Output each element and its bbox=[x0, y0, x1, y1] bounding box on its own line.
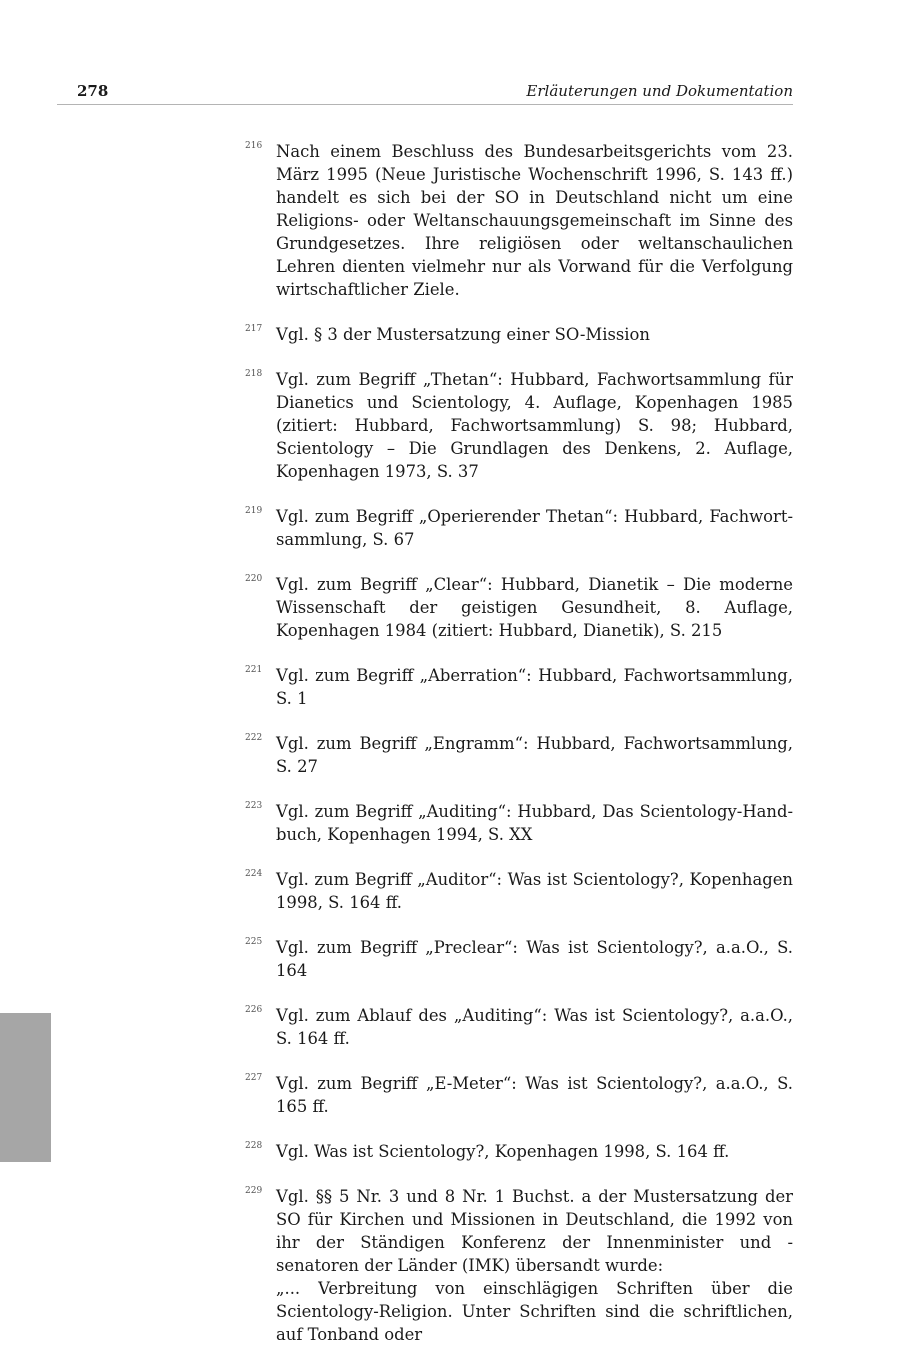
footnote-number: 216 bbox=[245, 141, 263, 151]
chapter-thumb-tab bbox=[0, 1013, 51, 1162]
footnote-number: 217 bbox=[245, 324, 263, 334]
footnote-217 bbox=[244, 323, 793, 346]
footnote-number: 226 bbox=[245, 1005, 263, 1015]
footnote-number: 224 bbox=[245, 869, 263, 879]
footnote-221 bbox=[244, 664, 793, 710]
footnote-218 bbox=[244, 368, 793, 483]
footnote-227 bbox=[244, 1072, 793, 1118]
footnote-number: 219 bbox=[245, 506, 263, 516]
footnote-text: Vgl. zum Begriff „Preclear“: Was ist Scientology?, a.a.O., S. 164 bbox=[276, 938, 793, 980]
footnote-text: Nach einem Beschluss des Bundesarbeitsgerichts vom 23. März 1995 (Neue Juristische Wochenschrift 1996, S. 143 ff.) handelt es sich bei der SO in Deutschland nicht um eine Religions- oder Weltanschauungsgemeinschaft im Sinne des Grundgesetzes. Ihre religiösen oder weltanschaulichen Lehren dienten vielmehr nur als Vorwand für die Verfolgung wirtschaftlicher Ziele. bbox=[276, 142, 793, 299]
footnote-number: 225 bbox=[245, 937, 263, 947]
footnote-222 bbox=[244, 732, 793, 778]
footnote-text: Vgl. zum Begriff „E-Meter“: Was ist Scientology?, a.a.O., S. 165 ff. bbox=[276, 1074, 793, 1116]
footnote-text: Vgl. zum Ablauf des „Auditing“: Was ist Scientology?, a.a.O., S. 164 ff. bbox=[276, 1006, 793, 1048]
footnote-229 bbox=[244, 1185, 793, 1346]
footnote-number: 222 bbox=[245, 733, 263, 743]
footnote-number: 220 bbox=[245, 574, 263, 584]
footnote-text: Vgl. zum Begriff „Auditor“: Was ist Scientology?, Kopenhagen 1998, S. 164 ff. bbox=[276, 870, 793, 912]
footnote-228 bbox=[244, 1140, 793, 1163]
footnote-223 bbox=[244, 800, 793, 846]
footnote-text: Vgl. § 3 der Mustersatzung einer SO-Mission bbox=[276, 325, 650, 344]
page-number: 278 bbox=[77, 82, 109, 100]
footnote-list bbox=[244, 140, 793, 1368]
footnote-number: 229 bbox=[245, 1186, 263, 1196]
footnote-226 bbox=[244, 1004, 793, 1050]
footnote-text: Vgl. Was ist Scientology?, Kopenhagen 1998, S. 164 ff. bbox=[276, 1142, 730, 1161]
footnote-220 bbox=[244, 573, 793, 642]
footnote-text: Vgl. zum Begriff „Operierender Thetan“: Hubbard, Fachwortsammlung, S. 67 bbox=[276, 507, 793, 549]
footnote-216 bbox=[244, 140, 793, 301]
running-title: Erläuterungen und Dokumentation bbox=[526, 82, 793, 100]
footnote-text: Vgl. zum Begriff „Auditing“: Hubbard, Das Scientology-Handbuch, Kopenhagen 1994, S. XX bbox=[276, 802, 793, 844]
footnote-224 bbox=[244, 868, 793, 914]
footnote-text: Vgl. §§ 5 Nr. 3 und 8 Nr. 1 Buchst. a der Mustersatzung der SO für Kirchen und Missionen in Deutschland, die 1992 von ihr der Ständigen Konferenz der Innenminister und -senatoren der Länder (IMK) übersandt wurde: bbox=[276, 1187, 793, 1275]
footnote-number: 218 bbox=[245, 369, 263, 379]
footnote-number: 221 bbox=[245, 665, 263, 675]
footnote-text: Vgl. zum Begriff „Clear“: Hubbard, Dianetik – Die moderne Wissenschaft der geistigen Gesundheit, 8. Auflage, Kopenhagen 1984 (zitiert: Hubbard, Dianetik), S. 215 bbox=[276, 575, 793, 640]
footnote-219 bbox=[244, 505, 793, 551]
footnote-quote: „... Verbreitung von einschlägigen Schriften über die Scientology-Religion. Unter Schriften sind die schriftlichen, auf Tonband oder bbox=[276, 1279, 793, 1344]
footnote-number: 223 bbox=[245, 801, 263, 811]
footnote-text: Vgl. zum Begriff „Thetan“: Hubbard, Fachwortsammlung für Dianetics und Scientology, 4. Auflage, Kopenhagen 1985 (zitiert: Hubbard, Fachwortsammlung) S. 98; Hubbard, Scientology – Die Grundlagen des Denkens, 2. Auflage, Kopenhagen 1973, S. 37 bbox=[276, 370, 793, 481]
footnote-number: 227 bbox=[245, 1073, 263, 1083]
footnote-text: Vgl. zum Begriff „Engramm“: Hubbard, Fachwortsammlung, S. 27 bbox=[276, 734, 793, 776]
footnote-text: Vgl. zum Begriff „Aberration“: Hubbard, Fachwortsammlung, S. 1 bbox=[276, 666, 793, 708]
footnote-225 bbox=[244, 936, 793, 982]
footnote-number: 228 bbox=[245, 1141, 263, 1151]
page-header bbox=[57, 80, 793, 105]
